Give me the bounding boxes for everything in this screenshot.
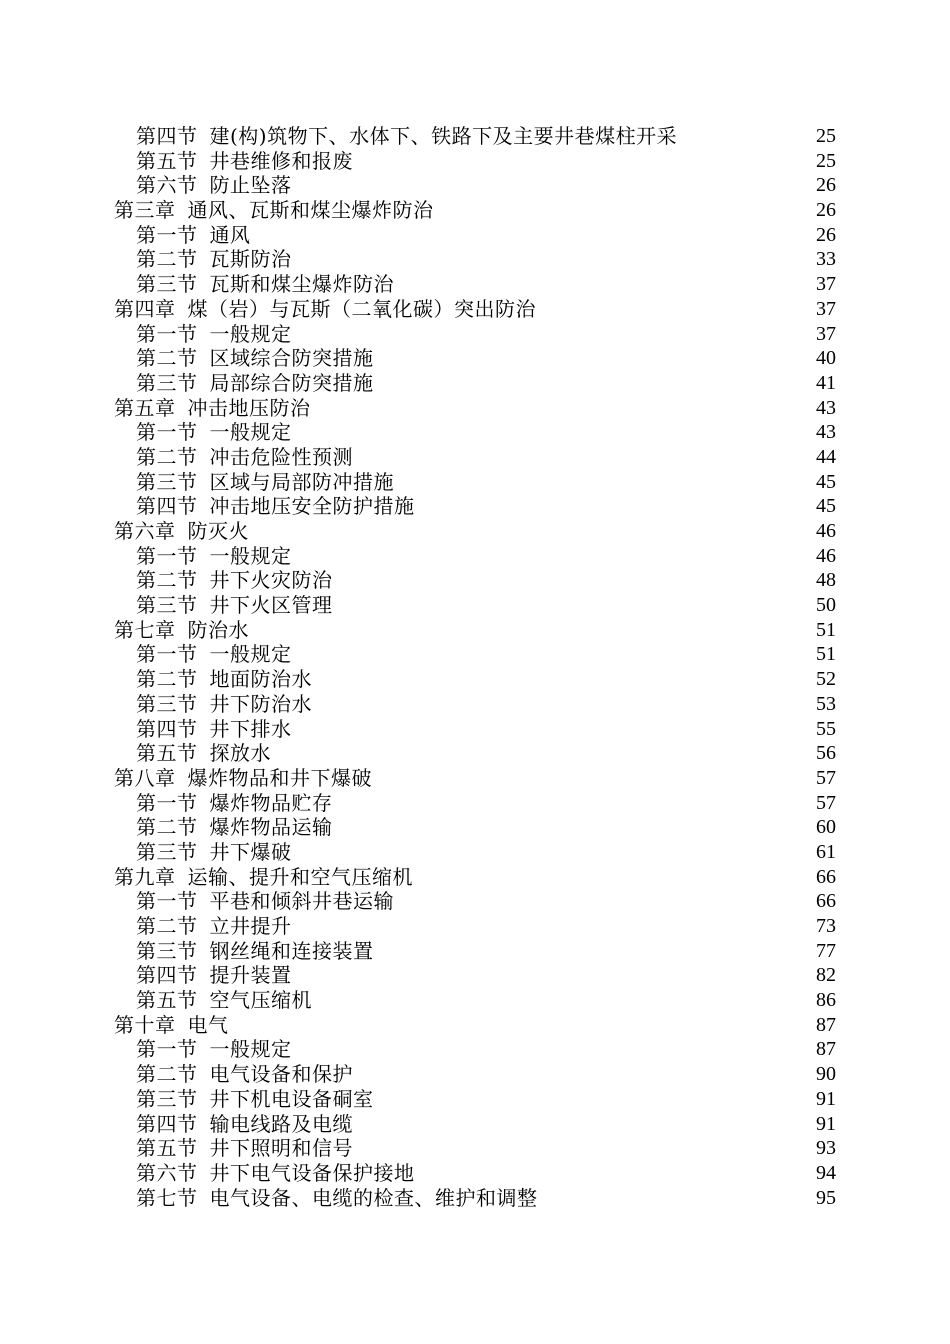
toc-entry-title	[114, 247, 292, 272]
toc-entry-text: 井巷维修和报废	[209, 148, 353, 173]
toc-section-entry[interactable]	[114, 791, 836, 816]
toc-chapter-entry[interactable]	[114, 297, 836, 322]
toc-entry-number: 第四节	[136, 494, 198, 519]
toc-entry-number: 第三节	[136, 272, 198, 297]
toc-entry-title	[114, 568, 333, 593]
toc-entry-text: 防治水	[187, 617, 249, 642]
toc-entry-text: 区域与局部防冲措施	[209, 469, 394, 494]
toc-entry-page-number: 73	[816, 915, 836, 937]
toc-entry-title	[114, 322, 292, 347]
toc-entry-number: 第三节	[136, 593, 198, 618]
toc-entry-number: 第二节	[136, 914, 198, 938]
toc-entry-title	[114, 889, 394, 914]
toc-entry-text: 爆炸物品贮存	[209, 790, 333, 815]
toc-entry-title	[114, 1013, 229, 1038]
toc-entry-page-number: 94	[816, 1161, 836, 1184]
toc-entry-text: 井下火灾防治	[209, 568, 333, 593]
toc-entry-title	[114, 1186, 538, 1211]
toc-entry-number: 第二节	[136, 346, 198, 371]
toc-entry-number: 第三节	[136, 370, 198, 395]
toc-section-entry[interactable]	[114, 593, 836, 618]
toc-chapter-entry[interactable]	[114, 618, 836, 643]
toc-entry-page-number: 25	[816, 149, 836, 172]
toc-section-entry[interactable]	[114, 840, 836, 865]
toc-entry-text: 平巷和倾斜井巷运输	[209, 889, 394, 914]
toc-entry-number: 第五章	[114, 395, 176, 420]
toc-entry-page-number: 56	[816, 742, 836, 765]
toc-entry-number: 第二节	[136, 247, 198, 272]
toc-entry-title	[114, 1112, 353, 1137]
toc-entry-title	[114, 223, 251, 248]
toc-entry-number: 第四节	[136, 716, 198, 741]
toc-entry-title	[114, 470, 394, 495]
toc-entry-page-number: 33	[816, 248, 836, 271]
toc-entry-number: 第一节	[136, 222, 198, 247]
toc-entry-title	[114, 494, 415, 519]
toc-section-entry[interactable]	[114, 988, 836, 1013]
toc-entry-number: 第一节	[136, 420, 198, 445]
toc-entry-page-number: 41	[816, 371, 836, 394]
toc-entry-page-number: 91	[816, 1112, 836, 1135]
toc-entry-title	[114, 840, 292, 865]
toc-section-entry[interactable]	[114, 889, 836, 914]
toc-entry-text: 提升装置	[209, 963, 292, 988]
toc-section-entry[interactable]	[114, 939, 836, 964]
toc-entry-title	[114, 815, 333, 840]
toc-entry-page-number: 86	[816, 989, 836, 1012]
toc-entry-number: 第三节	[136, 1086, 198, 1111]
toc-entry-text: 钢丝绳和连接装置	[209, 938, 374, 963]
toc-section-entry[interactable]	[114, 914, 836, 939]
toc-entry-page-number: 46	[816, 520, 836, 542]
toc-chapter-entry[interactable]	[114, 519, 836, 544]
toc-section-entry[interactable]	[114, 149, 836, 174]
toc-entry-number: 第三节	[136, 839, 198, 864]
toc-entry-page-number: 37	[816, 273, 836, 296]
toc-section-entry[interactable]	[114, 470, 836, 495]
toc-section-entry[interactable]	[114, 223, 836, 248]
toc-entry-text: 通风、瓦斯和煤尘爆炸防治	[187, 198, 434, 223]
toc-entry-title	[114, 149, 353, 174]
toc-entry-title	[114, 741, 271, 766]
toc-entry-number: 第四章	[114, 296, 176, 321]
toc-entry-number: 第四节	[136, 963, 198, 988]
toc-section-entry[interactable]	[114, 741, 836, 766]
toc-entry-title	[114, 445, 353, 470]
toc-entry-number: 第一节	[136, 321, 198, 346]
toc-entry-page-number: 50	[816, 594, 836, 617]
toc-entry-number: 第二节	[136, 815, 198, 840]
toc-section-entry[interactable]	[114, 1161, 836, 1186]
toc-entry-text: 通风	[209, 222, 251, 247]
toc-section-entry[interactable]	[114, 322, 836, 347]
toc-chapter-entry[interactable]	[114, 865, 836, 890]
toc-entry-text: 防灭火	[187, 519, 249, 543]
toc-entry-title	[114, 272, 394, 297]
toc-entry-number: 第五节	[136, 148, 198, 173]
toc-section-entry[interactable]	[114, 272, 836, 297]
toc-entry-text: 立井提升	[209, 914, 292, 938]
toc-entry-page-number: 82	[816, 964, 836, 987]
toc-section-entry[interactable]	[114, 642, 836, 667]
toc-entry-text: 井下照明和信号	[209, 1136, 353, 1161]
toc-entry-number: 第一节	[136, 642, 198, 667]
toc-section-entry[interactable]	[114, 173, 836, 198]
toc-entry-page-number: 26	[816, 199, 836, 222]
toc-entry-number: 第四节	[136, 124, 198, 148]
toc-entry-title	[114, 988, 312, 1013]
toc-entry-title	[114, 1062, 353, 1087]
toc-section-entry[interactable]	[114, 1186, 836, 1211]
toc-entry-page-number: 57	[816, 791, 836, 814]
toc-entry-text: 井下排水	[209, 716, 292, 741]
toc-entry-number: 第二节	[136, 667, 198, 692]
toc-section-entry[interactable]	[114, 445, 836, 470]
toc-entry-text: 防止坠落	[209, 173, 292, 198]
toc-entry-title	[114, 124, 677, 149]
toc-entry-title	[114, 173, 292, 198]
toc-entry-text: 电气设备和保护	[209, 1062, 353, 1087]
toc-entry-number: 第五节	[136, 741, 198, 766]
toc-entry-number: 第一节	[136, 1037, 198, 1062]
toc-entry-page-number: 61	[816, 840, 836, 863]
toc-entry-text: 井下火区管理	[209, 593, 333, 618]
toc-entry-number: 第三章	[114, 198, 176, 223]
toc-entry-title	[114, 544, 292, 569]
toc-entry-page-number: 57	[816, 766, 836, 789]
toc-entry-text: 探放水	[209, 741, 271, 766]
toc-entry-title	[114, 1161, 415, 1186]
toc-entry-page-number: 43	[816, 396, 836, 419]
toc-entry-page-number: 43	[816, 421, 836, 444]
toc-entry-page-number: 37	[816, 322, 836, 345]
toc-entry-text: 运输、提升和空气压缩机	[187, 864, 413, 889]
toc-entry-page-number: 93	[816, 1137, 836, 1160]
toc-section-entry[interactable]	[114, 1087, 836, 1112]
toc-entry-page-number: 66	[816, 890, 836, 913]
table-of-contents	[114, 124, 836, 1210]
toc-entry-page-number: 37	[816, 297, 836, 320]
toc-entry-text: 一般规定	[209, 321, 292, 346]
toc-entry-title	[114, 371, 374, 396]
toc-entry-title	[114, 692, 312, 717]
toc-chapter-entry[interactable]	[114, 396, 836, 421]
toc-section-entry[interactable]	[114, 815, 836, 840]
toc-entry-title	[114, 198, 434, 223]
toc-entry-number: 第六节	[136, 173, 198, 198]
toc-entry-title	[114, 297, 536, 322]
toc-entry-number: 第一节	[136, 543, 198, 568]
toc-section-entry[interactable]	[114, 124, 836, 149]
toc-section-entry[interactable]	[114, 494, 836, 519]
toc-entry-page-number: 45	[816, 470, 836, 493]
toc-entry-text: 局部综合防突措施	[209, 370, 374, 395]
toc-entry-page-number: 40	[816, 347, 836, 370]
toc-entry-title	[114, 914, 292, 939]
toc-entry-number: 第一节	[136, 889, 198, 914]
toc-entry-page-number: 55	[816, 717, 836, 740]
toc-entry-number: 第四节	[136, 1111, 198, 1136]
toc-entry-page-number: 25	[816, 125, 836, 147]
toc-entry-page-number: 48	[816, 569, 836, 592]
toc-entry-page-number: 87	[816, 1013, 836, 1036]
toc-entry-number: 第三节	[136, 938, 198, 963]
toc-entry-text: 煤（岩）与瓦斯（二氧化碳）突出防治	[187, 296, 536, 321]
toc-entry-title	[114, 963, 292, 988]
toc-entry-title	[114, 939, 374, 964]
toc-entry-text: 井下爆破	[209, 839, 292, 864]
toc-entry-page-number: 53	[816, 692, 836, 715]
toc-entry-title	[114, 642, 292, 667]
toc-entry-title	[114, 346, 374, 371]
toc-entry-page-number: 51	[816, 618, 836, 641]
toc-entry-number: 第五节	[136, 1136, 198, 1161]
toc-entry-page-number: 91	[816, 1087, 836, 1110]
toc-entry-text: 井下电气设备保护接地	[209, 1160, 415, 1185]
toc-section-entry[interactable]	[114, 371, 836, 396]
toc-section-entry[interactable]	[114, 247, 836, 272]
toc-chapter-entry[interactable]	[114, 198, 836, 223]
toc-section-entry[interactable]	[114, 667, 836, 692]
toc-entry-title	[114, 865, 413, 890]
toc-entry-text: 冲击危险性预测	[209, 444, 353, 469]
toc-entry-title	[114, 1087, 374, 1112]
toc-chapter-entry[interactable]	[114, 1013, 836, 1038]
toc-entry-text: 一般规定	[209, 1037, 292, 1062]
toc-entry-title	[114, 1037, 292, 1062]
toc-entry-text: 空气压缩机	[209, 988, 312, 1013]
toc-entry-title	[114, 593, 333, 618]
toc-entry-text: 区域综合防突措施	[209, 346, 374, 371]
toc-entry-title	[114, 519, 249, 544]
toc-entry-title	[114, 420, 292, 445]
toc-entry-page-number: 60	[816, 816, 836, 839]
toc-entry-number: 第二节	[136, 444, 198, 469]
toc-entry-title	[114, 1136, 353, 1161]
toc-entry-number: 第九章	[114, 864, 176, 889]
toc-section-entry[interactable]	[114, 1136, 836, 1161]
toc-entry-text: 瓦斯防治	[209, 247, 292, 272]
toc-entry-text: 冲击地压安全防护措施	[209, 494, 415, 519]
toc-entry-text: 冲击地压防治	[187, 395, 311, 420]
toc-entry-page-number: 87	[816, 1038, 836, 1061]
toc-entry-text: 井下防治水	[209, 691, 312, 716]
toc-entry-text: 地面防治水	[209, 667, 312, 692]
toc-entry-text: 井下机电设备硐室	[209, 1086, 374, 1111]
toc-section-entry[interactable]	[114, 717, 836, 742]
toc-section-entry[interactable]	[114, 963, 836, 988]
toc-section-entry[interactable]	[114, 420, 836, 445]
toc-section-entry[interactable]	[114, 1037, 836, 1062]
toc-entry-page-number: 77	[816, 939, 836, 962]
toc-entry-number: 第二节	[136, 568, 198, 593]
toc-entry-text: 一般规定	[209, 420, 292, 445]
toc-entry-page-number: 26	[816, 223, 836, 246]
toc-entry-text: 瓦斯和煤尘爆炸防治	[209, 272, 394, 297]
toc-entry-number: 第一节	[136, 790, 198, 815]
toc-section-entry[interactable]	[114, 692, 836, 717]
toc-chapter-entry[interactable]	[114, 766, 836, 791]
toc-entry-page-number: 44	[816, 445, 836, 468]
toc-entry-number: 第三节	[136, 469, 198, 494]
toc-entry-number: 第八章	[114, 765, 176, 790]
toc-entry-number: 第七章	[114, 617, 176, 642]
toc-entry-title	[114, 766, 372, 791]
toc-entry-number: 第六节	[136, 1160, 198, 1185]
toc-section-entry[interactable]	[114, 1062, 836, 1087]
toc-entry-page-number: 52	[816, 668, 836, 691]
toc-section-entry[interactable]	[114, 544, 836, 569]
toc-entry-number: 第二节	[136, 1062, 198, 1087]
toc-entry-text: 爆炸物品运输	[209, 815, 333, 840]
toc-entry-page-number: 95	[816, 1186, 836, 1209]
toc-entry-title	[114, 717, 292, 742]
toc-entry-page-number: 46	[816, 544, 836, 567]
toc-entry-title	[114, 667, 312, 692]
toc-entry-page-number: 90	[816, 1063, 836, 1086]
toc-entry-text: 建(构)筑物下、水体下、铁路下及主要井巷煤柱开采	[209, 124, 678, 148]
toc-entry-page-number: 51	[816, 643, 836, 666]
toc-entry-number: 第十章	[114, 1012, 176, 1037]
toc-section-entry[interactable]	[114, 568, 836, 593]
toc-entry-text: 一般规定	[209, 543, 292, 568]
toc-entry-number: 第七节	[136, 1185, 198, 1210]
toc-entry-page-number: 66	[816, 865, 836, 888]
toc-entry-title	[114, 396, 311, 421]
toc-entry-text: 电气	[187, 1012, 229, 1037]
toc-entry-number: 第六章	[114, 519, 176, 543]
toc-entry-text: 输电线路及电缆	[209, 1111, 353, 1136]
toc-section-entry[interactable]	[114, 1112, 836, 1137]
toc-entry-page-number: 26	[816, 174, 836, 197]
toc-entry-number: 第三节	[136, 691, 198, 716]
toc-section-entry[interactable]	[114, 346, 836, 371]
toc-entry-text: 爆炸物品和井下爆破	[187, 765, 372, 790]
toc-entry-text: 电气设备、电缆的检查、维护和调整	[209, 1185, 538, 1210]
toc-entry-page-number: 45	[816, 495, 836, 518]
toc-entry-title	[114, 791, 333, 816]
toc-entry-number: 第五节	[136, 988, 198, 1013]
toc-entry-text: 一般规定	[209, 642, 292, 667]
toc-entry-title	[114, 618, 249, 643]
